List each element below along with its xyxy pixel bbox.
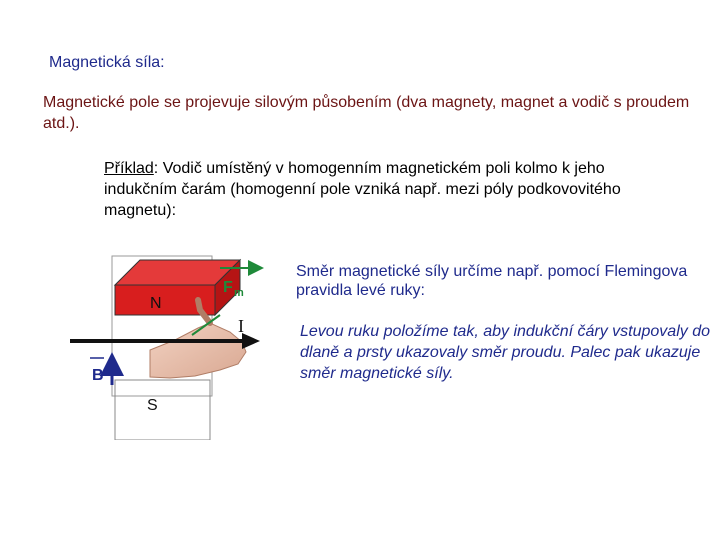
example-paragraph <box>104 158 644 221</box>
example-text: : Vodič umístěný v homogenním magnetickém poli kolmo k jeho indukčním čarám (homogenní pole vzniká např. mezi póly podkovovitého magnetu): <box>104 160 621 219</box>
south-pole <box>115 380 210 440</box>
force-label: F <box>223 279 233 296</box>
force-subscript: m <box>234 287 244 299</box>
slide-title: Magnetická síla: <box>49 54 165 71</box>
intro-paragraph: Magnetické pole se projevuje silovým působením (dva magnety, magnet a vodič s proudem atd.). <box>43 94 690 132</box>
current-arrow-icon <box>242 333 260 349</box>
field-label: B <box>92 367 104 384</box>
direction-paragraph: Směr magnetické síly určíme např. pomocí Flemingova pravidla levé ruky: <box>296 263 688 299</box>
horseshoe-magnet-diagram <box>70 240 290 440</box>
south-pole-label: S <box>147 397 158 414</box>
example-label: Příklad <box>104 160 154 177</box>
left-hand-rule-paragraph: Levou ruku položíme tak, aby indukční čáry vstupovaly do dlaně a prsty ukazovaly směr proudu. Palec pak ukazuje směr magnetické síly. <box>300 323 710 382</box>
current-label: I <box>238 316 244 336</box>
north-pole-label: N <box>150 295 162 312</box>
